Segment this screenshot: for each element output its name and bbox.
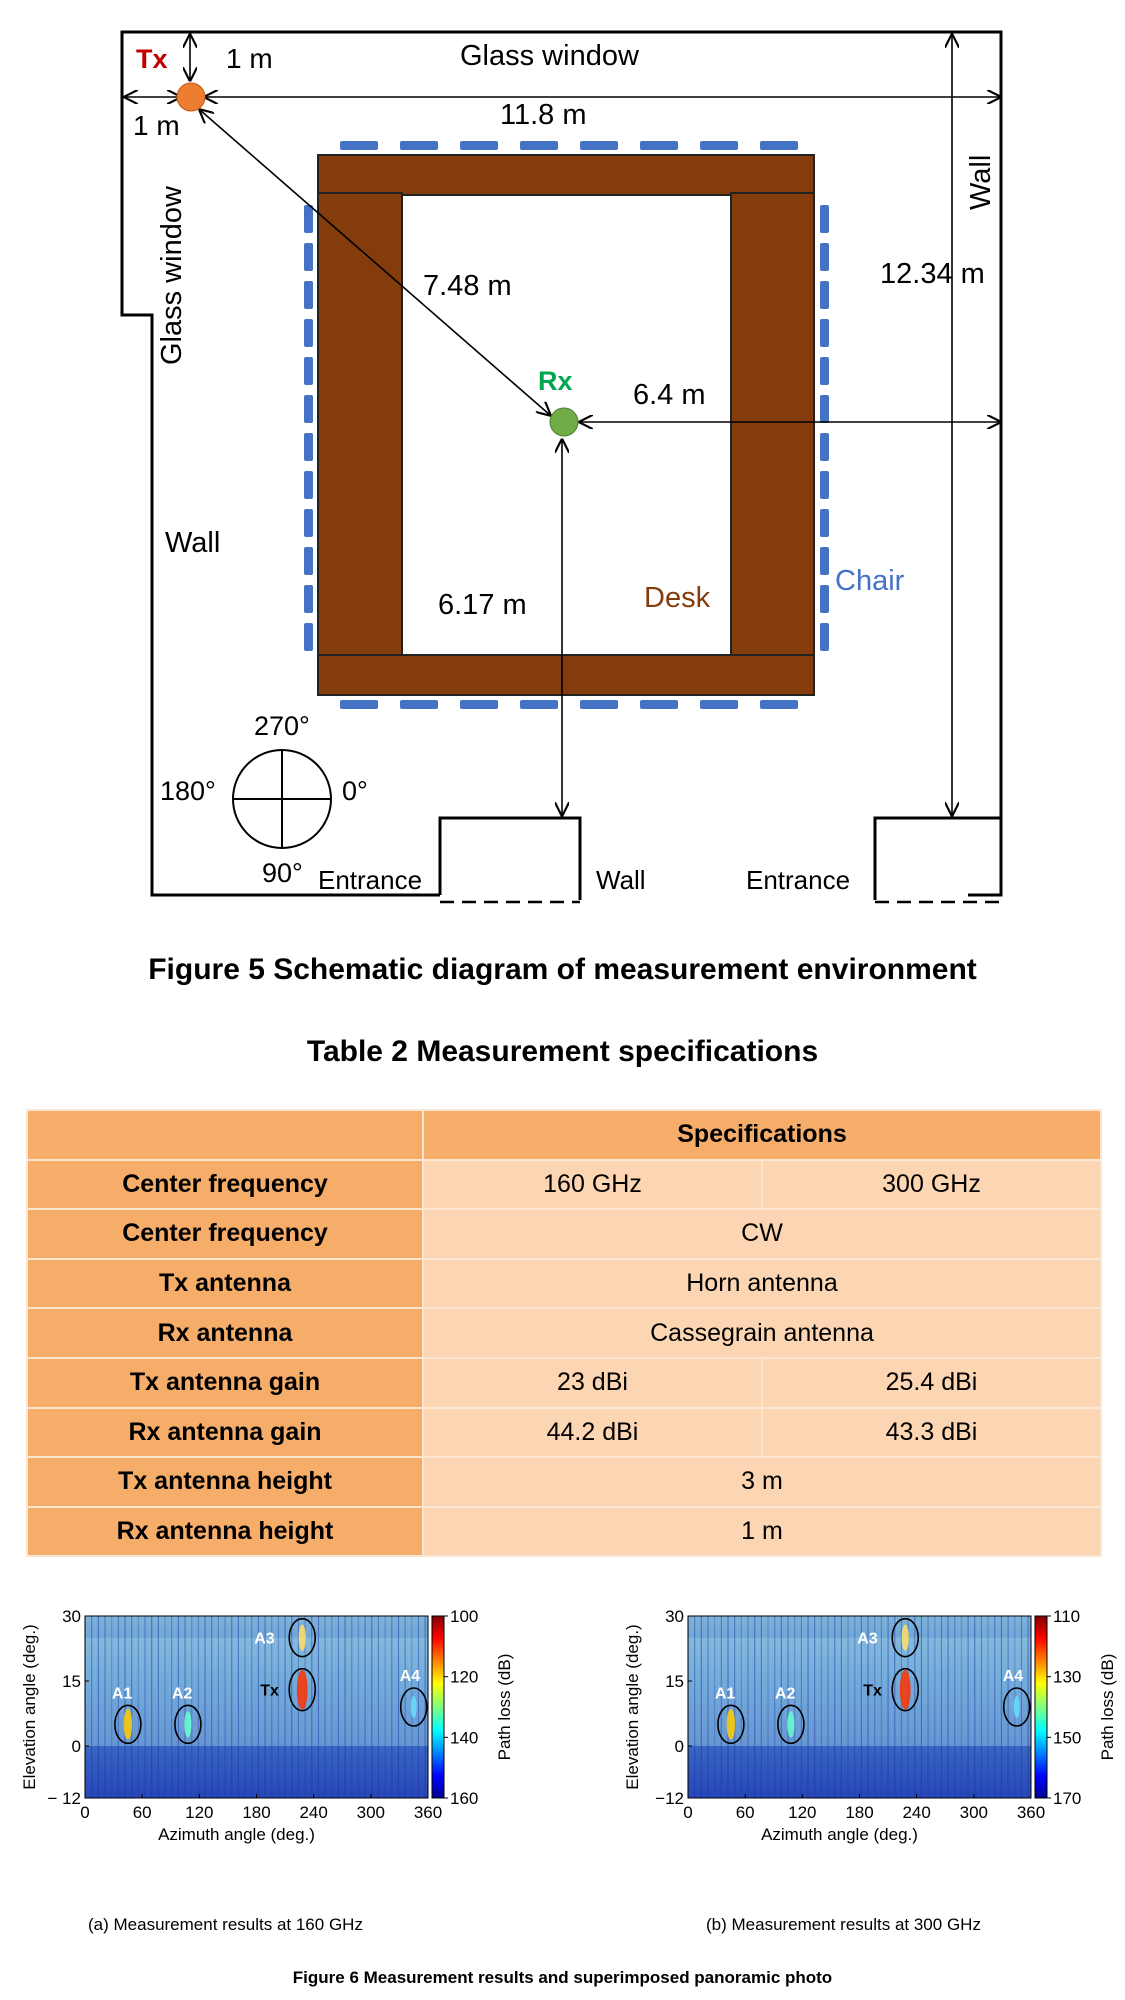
table-row bbox=[27, 1358, 1101, 1408]
chair bbox=[304, 281, 313, 309]
chair bbox=[580, 700, 618, 709]
table-row bbox=[27, 1457, 1101, 1507]
chair bbox=[760, 700, 798, 709]
row-label: Center frequency bbox=[27, 1160, 423, 1210]
row-label: Tx antenna height bbox=[27, 1457, 423, 1507]
y-tick-label: 15 bbox=[62, 1672, 81, 1691]
panel-160ghz bbox=[20, 1607, 514, 1844]
dim-room-depth: 12.34 m bbox=[880, 258, 985, 290]
row-label: Tx antenna bbox=[27, 1259, 423, 1309]
chair bbox=[820, 357, 829, 385]
panel-a-caption: (a) Measurement results at 160 GHz bbox=[88, 1915, 363, 1934]
y-tick-label: 30 bbox=[62, 1607, 81, 1626]
annotation-label: A3 bbox=[857, 1630, 878, 1648]
cbar-tick-label: 130 bbox=[1053, 1667, 1082, 1687]
chair bbox=[820, 205, 829, 233]
annotation-label: Tx bbox=[863, 1682, 882, 1700]
row-label: Rx antenna height bbox=[27, 1507, 423, 1557]
y-axis-label: Elevation angle (deg.) bbox=[20, 1624, 39, 1790]
annotation-label: A4 bbox=[1002, 1668, 1024, 1685]
chair bbox=[820, 433, 829, 461]
rx-marker bbox=[550, 408, 578, 436]
annotation-label: A2 bbox=[774, 1685, 796, 1703]
chair bbox=[460, 141, 498, 150]
dim-tx-left: 1 m bbox=[133, 110, 180, 141]
colorbar-label: Path loss (dB) bbox=[495, 1653, 514, 1761]
table-row bbox=[27, 1209, 1101, 1259]
colorbar bbox=[1035, 1616, 1047, 1798]
chair bbox=[400, 700, 438, 709]
chair bbox=[820, 547, 829, 575]
y-tick-label: 0 bbox=[71, 1737, 81, 1756]
chair bbox=[304, 319, 313, 347]
y-tick-label: −12 bbox=[655, 1789, 684, 1808]
x-tick-label: 360 bbox=[413, 1803, 443, 1822]
chair bbox=[820, 509, 829, 537]
chair bbox=[304, 205, 313, 233]
annotation-label: A1 bbox=[111, 1685, 133, 1703]
annotation-label: A2 bbox=[171, 1685, 193, 1703]
cbar-tick-label: 160 bbox=[450, 1789, 479, 1808]
wall-right-label: Wall bbox=[965, 154, 997, 210]
y-tick-label: 0 bbox=[674, 1737, 684, 1756]
y-tick-label: 15 bbox=[665, 1672, 684, 1691]
dim-rx-bottom: 6.17 m bbox=[438, 589, 527, 621]
chair bbox=[580, 141, 618, 150]
chair bbox=[760, 141, 798, 150]
tx-marker bbox=[177, 83, 205, 111]
desk-label: Desk bbox=[644, 582, 711, 614]
hotspot bbox=[787, 1711, 794, 1737]
chair bbox=[700, 141, 738, 150]
cell-value: Cassegrain antenna bbox=[423, 1308, 1101, 1358]
x-tick-label: 0 bbox=[80, 1803, 90, 1822]
x-tick-label: 180 bbox=[242, 1803, 271, 1822]
chair bbox=[820, 471, 829, 499]
table-header: Specifications bbox=[423, 1110, 1101, 1160]
wall-left-label: Wall bbox=[165, 527, 221, 559]
hotspot bbox=[124, 1709, 132, 1740]
table-row bbox=[27, 1160, 1101, 1210]
dim-tx-top: 1 m bbox=[226, 43, 273, 74]
cbar-tick-label: 170 bbox=[1053, 1789, 1082, 1808]
row-label: Center frequency bbox=[27, 1209, 423, 1259]
figure6-plots bbox=[0, 1590, 1125, 1880]
chair bbox=[820, 623, 829, 651]
chair bbox=[304, 471, 313, 499]
dim-rx-right: 6.4 m bbox=[633, 379, 706, 411]
hotspot bbox=[902, 1624, 909, 1650]
row-label: Rx antenna gain bbox=[27, 1408, 423, 1458]
compass-270: 270° bbox=[254, 711, 310, 741]
chair bbox=[520, 141, 558, 150]
annotation-label: A4 bbox=[399, 1668, 421, 1685]
dim-room-width: 11.8 m bbox=[500, 99, 587, 131]
cell-160: 23 dBi bbox=[423, 1358, 762, 1408]
annotation-label: A3 bbox=[254, 1630, 275, 1648]
x-tick-label: 180 bbox=[845, 1803, 874, 1822]
x-tick-label: 0 bbox=[683, 1803, 693, 1822]
hotspot bbox=[299, 1624, 306, 1650]
chair bbox=[640, 700, 678, 709]
x-tick-label: 240 bbox=[299, 1803, 328, 1822]
figure5-caption: Figure 5 Schematic diagram of measurement environment bbox=[148, 953, 977, 986]
cbar-tick-label: 100 bbox=[450, 1607, 479, 1626]
chair bbox=[304, 585, 313, 613]
x-axis-label: Azimuth angle (deg.) bbox=[158, 1825, 315, 1844]
chair bbox=[820, 281, 829, 309]
compass-180: 180° bbox=[160, 776, 216, 806]
chair-label: Chair bbox=[835, 565, 905, 597]
chair bbox=[304, 433, 313, 461]
cell-value: 3 m bbox=[423, 1457, 1101, 1507]
panorama-band bbox=[85, 1638, 428, 1746]
spec-table bbox=[26, 1109, 1102, 1557]
table-corner bbox=[27, 1110, 423, 1160]
colorbar bbox=[432, 1616, 444, 1798]
compass-0: 0° bbox=[342, 776, 368, 806]
hotspot bbox=[184, 1711, 191, 1737]
annotation-label: Tx bbox=[260, 1682, 279, 1700]
chair bbox=[820, 395, 829, 423]
compass bbox=[233, 750, 331, 848]
table-row bbox=[27, 1259, 1101, 1309]
chair bbox=[340, 700, 378, 709]
chair bbox=[820, 585, 829, 613]
chair bbox=[460, 700, 498, 709]
row-label: Rx antenna bbox=[27, 1308, 423, 1358]
cell-value: CW bbox=[423, 1209, 1101, 1259]
chair bbox=[820, 243, 829, 271]
hotspot bbox=[411, 1696, 417, 1718]
cell-300: 43.3 dBi bbox=[762, 1408, 1101, 1458]
rx-label: Rx bbox=[538, 366, 573, 396]
figure5-diagram bbox=[0, 0, 1125, 930]
wall-bottom-label: Wall bbox=[596, 865, 646, 895]
chair bbox=[400, 141, 438, 150]
hotspot bbox=[1014, 1696, 1020, 1718]
cbar-tick-label: 120 bbox=[450, 1667, 479, 1687]
chair bbox=[520, 700, 558, 709]
chair bbox=[304, 623, 313, 651]
panorama-band bbox=[688, 1638, 1031, 1746]
x-tick-label: 240 bbox=[902, 1803, 931, 1822]
x-tick-label: 300 bbox=[959, 1803, 989, 1822]
y-tick-label: − 12 bbox=[47, 1789, 81, 1808]
cbar-tick-label: 140 bbox=[450, 1728, 479, 1748]
dim-tx-rx: 7.48 m bbox=[423, 270, 512, 302]
x-tick-label: 360 bbox=[1016, 1803, 1046, 1822]
cell-300: 300 GHz bbox=[762, 1160, 1101, 1210]
table-row bbox=[27, 1408, 1101, 1458]
hotspot bbox=[900, 1670, 911, 1710]
row-label: Tx antenna gain bbox=[27, 1358, 423, 1408]
annotation-label: A1 bbox=[714, 1685, 736, 1703]
chair bbox=[304, 509, 313, 537]
cell-160: 160 GHz bbox=[423, 1160, 762, 1210]
table-row bbox=[27, 1507, 1101, 1557]
chair bbox=[340, 141, 378, 150]
x-tick-label: 120 bbox=[788, 1803, 817, 1822]
compass-90: 90° bbox=[262, 858, 303, 888]
table-row bbox=[27, 1308, 1101, 1358]
entrance-left-label: Entrance bbox=[318, 865, 423, 895]
x-tick-label: 60 bbox=[132, 1803, 152, 1822]
chair bbox=[304, 395, 313, 423]
cell-160: 44.2 dBi bbox=[423, 1408, 762, 1458]
glass-window-top-label: Glass window bbox=[460, 40, 639, 72]
chair bbox=[640, 141, 678, 150]
x-tick-label: 300 bbox=[356, 1803, 386, 1822]
entrance-right-label: Entrance bbox=[746, 865, 851, 895]
chair bbox=[304, 547, 313, 575]
cell-300: 25.4 dBi bbox=[762, 1358, 1101, 1408]
y-tick-label: 30 bbox=[665, 1607, 684, 1626]
panel-b-caption: (b) Measurement results at 300 GHz bbox=[706, 1915, 981, 1934]
chair bbox=[700, 700, 738, 709]
figure6-caption: Figure 6 Measurement results and superimposed panoramic photo bbox=[292, 1968, 833, 1987]
cell-value: 1 m bbox=[423, 1507, 1101, 1557]
chair bbox=[304, 243, 313, 271]
table2-title: Table 2 Measurement specifications bbox=[306, 1035, 819, 1068]
chair bbox=[820, 319, 829, 347]
table-header-row bbox=[27, 1110, 1101, 1160]
hotspot bbox=[727, 1709, 735, 1740]
chair bbox=[304, 357, 313, 385]
cbar-tick-label: 110 bbox=[1053, 1607, 1081, 1626]
tx-label: Tx bbox=[136, 44, 168, 74]
hotspot bbox=[297, 1670, 308, 1710]
colorbar-label: Path loss (dB) bbox=[1098, 1653, 1117, 1761]
y-axis-label: Elevation angle (deg.) bbox=[623, 1624, 642, 1790]
x-tick-label: 120 bbox=[185, 1803, 214, 1822]
cbar-tick-label: 150 bbox=[1053, 1728, 1082, 1748]
cell-value: Horn antenna bbox=[423, 1259, 1101, 1309]
glass-window-left-label: Glass window bbox=[156, 186, 188, 365]
panel-300ghz bbox=[623, 1607, 1117, 1844]
x-tick-label: 60 bbox=[735, 1803, 755, 1822]
x-axis-label: Azimuth angle (deg.) bbox=[761, 1825, 918, 1844]
